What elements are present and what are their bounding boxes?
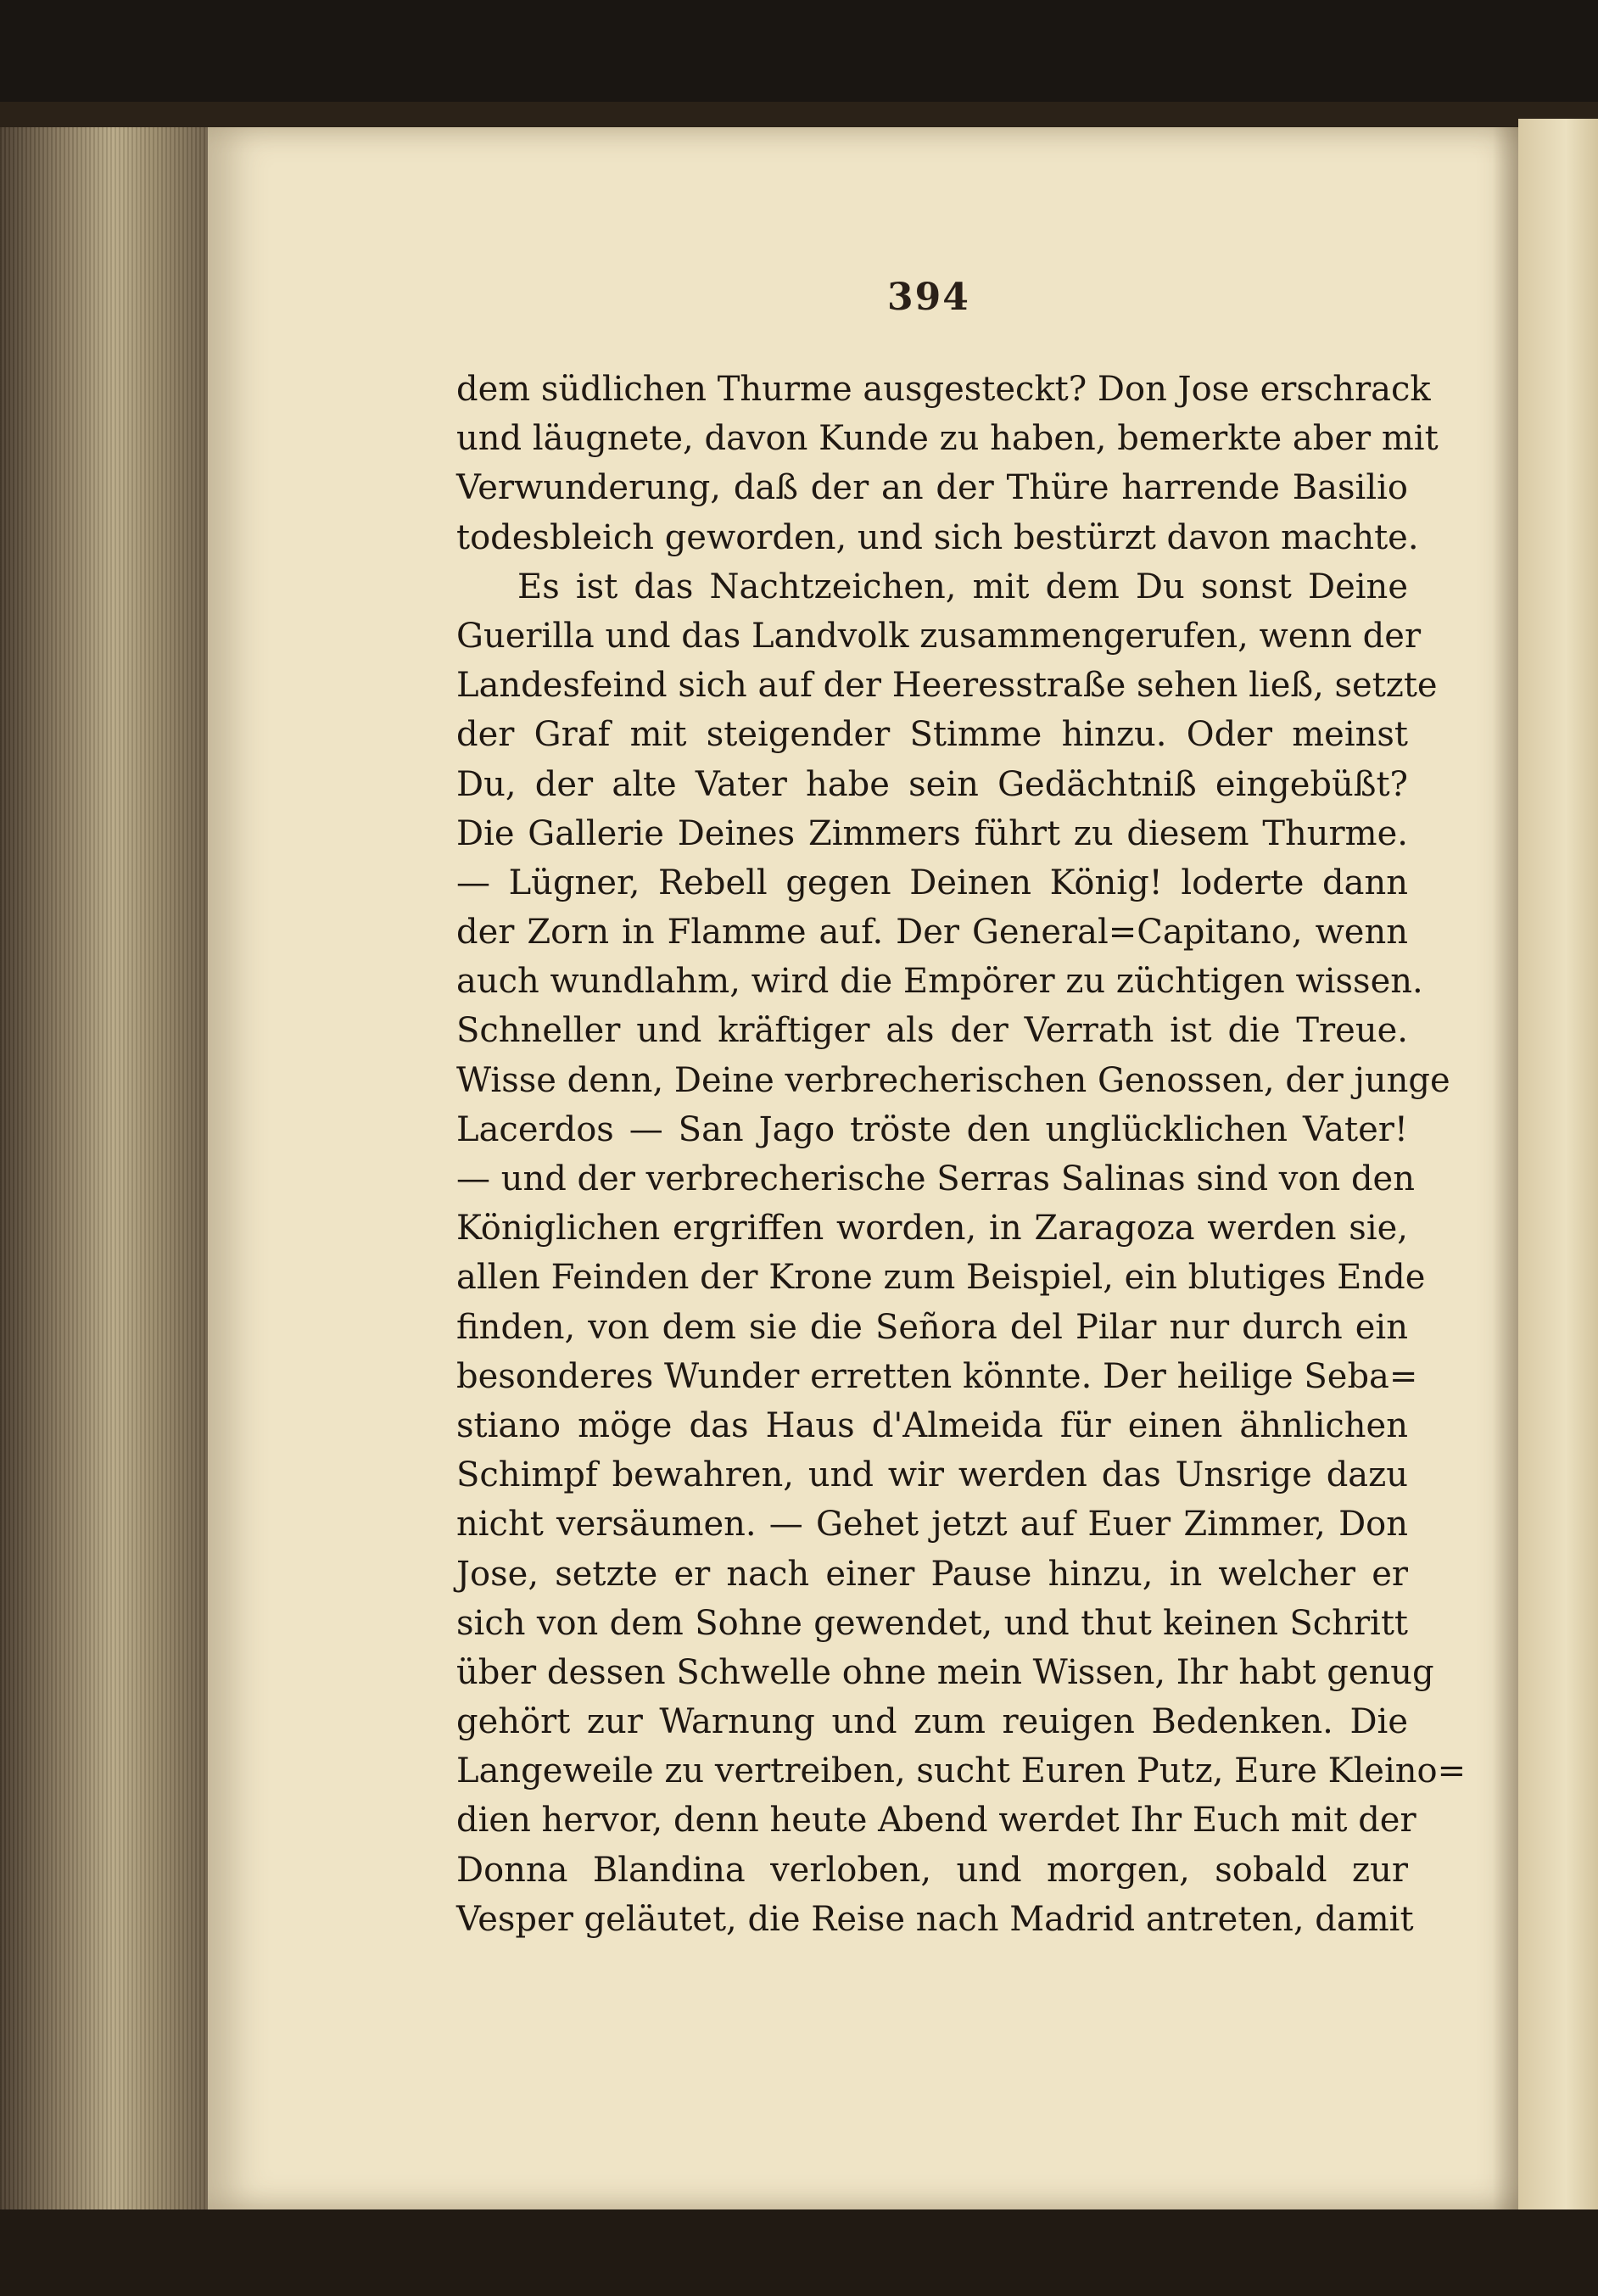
text-line: Königlichen ergriffen worden, in Zaragoza werden sie, (456, 1209, 1408, 1249)
text-line: — und der verbrecherische Serras Salinas sind von den (456, 1159, 1415, 1198)
text-line: dien hervor, denn heute Abend werdet Ihr Euch mit der (456, 1801, 1416, 1841)
text-line: Vesper geläutet, die Reise nach Madrid antreten, damit (456, 1899, 1414, 1939)
text-line: Langeweile zu vertreiben, sucht Euren Putz, Eure Kleino= (456, 1751, 1467, 1791)
page-stack-lines (0, 127, 208, 2222)
text-line: Du, der alte Vater habe sein Gedächtniß eingebüßt? (456, 764, 1408, 804)
text-line: und läugnete, davon Kunde zu haben, bemerkte aber mit (456, 419, 1439, 459)
text-line: stiano möge das Haus d'Almeida für einen ähnlichen (456, 1405, 1408, 1445)
text-line: Guerilla und das Landvolk zusammengerufen, wenn der (456, 616, 1422, 656)
page-text (456, 365, 1467, 1944)
text-line: — Lügner, Rebell gegen Deinen König! loderte dann (456, 863, 1408, 902)
text-line: gehört zur Warnung und zum reuigen Bedenken. Die (456, 1702, 1408, 1742)
text-line: Wisse denn, Deine verbrecherischen Genossen, der junge (456, 1060, 1450, 1100)
text-line: Jose, setzte er nach einer Pause hinzu, in welcher er (456, 1554, 1408, 1594)
text-line: allen Feinden der Krone zum Beispiel, ein blutiges Ende (456, 1258, 1426, 1298)
book-cover-bottom (0, 2209, 1598, 2296)
text-line: Donna Blandina verloben, und morgen, sobald zur (456, 1850, 1408, 1890)
text-line: der Graf mit steigender Stimme hinzu. Oder meinst (456, 715, 1408, 755)
text-line: Es ist das Nachtzeichen, mit dem Du sonst Deine (517, 567, 1408, 606)
text-line: Landesfeind sich auf der Heeresstraße sehen ließ, setzte (456, 666, 1438, 706)
text-line: über dessen Schwelle ohne mein Wissen, Ihr habt genug (456, 1652, 1434, 1692)
text-line: Schimpf bewahren, und wir werden das Unsrige dazu (456, 1455, 1408, 1495)
text-line: Schneller und kräftiger als der Verrath ist die Treue. (456, 1011, 1408, 1051)
text-line: sich von dem Sohne gewendet, und thut keinen Schritt (456, 1603, 1408, 1643)
text-line: besonderes Wunder erretten könnte. Der heilige Seba= (456, 1356, 1418, 1396)
text-line: dem südlichen Thurme ausgesteckt? Don Jose erschrack (456, 370, 1431, 409)
text-line: todesbleich geworden, und sich bestürzt davon machte. (456, 517, 1419, 557)
text-line: der Zorn in Flamme auf. Der General=Capitano, wenn (456, 913, 1408, 952)
text-line: Lacerdos — San Jago tröste den unglücklichen Vater! (456, 1109, 1408, 1149)
text-line: auch wundlahm, wird die Empörer zu züchtigen wissen. (456, 962, 1423, 1002)
text-line: Die Gallerie Deines Zimmers führt zu diesem Thurme. (456, 813, 1408, 853)
facing-page-edge (1518, 119, 1598, 2214)
text-line: nicht versäumen. — Gehet jetzt auf Euer Zimmer, Don (456, 1505, 1408, 1545)
text-line: finden, von dem sie die Señora del Pilar nur durch ein (456, 1307, 1408, 1347)
text-line: Verwunderung, daß der an der Thüre harrende Basilio (456, 468, 1408, 508)
page-number: 394 (887, 276, 970, 319)
